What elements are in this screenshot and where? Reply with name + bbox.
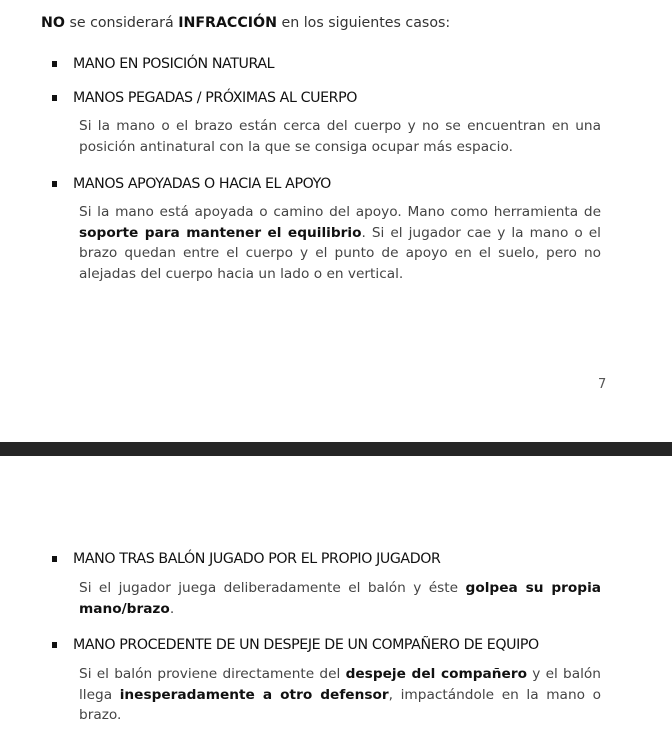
- paragraph-text: y el balón llega: [79, 666, 601, 703]
- heading-text: MANO TRAS BALÓN JUGADO POR EL PROPIO JUGADOR: [73, 551, 441, 567]
- paragraph-bold: soporte para mantener el equilibrio: [79, 224, 362, 241]
- bullet-icon: [52, 181, 57, 187]
- intro-sentence: [41, 13, 450, 33]
- paragraph-text: .: [169, 600, 175, 617]
- page-separator: [0, 442, 672, 456]
- paragraph-text: Si la mano está apoyada o camino del apoyo. Mano como herramienta de: [79, 204, 601, 220]
- paragraph-text: Si el jugador juega deliberadamente el balón y éste: [79, 580, 466, 596]
- heading-text: MANOS PEGADAS / PRÓXIMAS AL CUERPO: [73, 90, 358, 106]
- page-number: 7: [598, 377, 607, 392]
- paragraph: [79, 202, 601, 285]
- intro-text-2: en los siguientes casos:: [276, 15, 451, 31]
- bullet-icon: [52, 642, 57, 648]
- heading-text: MANO EN POSICIÓN NATURAL: [73, 56, 275, 72]
- bullet-icon: [52, 61, 57, 67]
- heading-text: MANOS APOYADAS O HACIA EL APOYO: [73, 176, 331, 192]
- paragraph-text: . Si el jugador cae y la mano o el brazo quedan entre el cuerpo y el punto de apoyo en el suelo, pero no alejadas del cuerpo hacia un lado o en vertical.: [79, 224, 601, 283]
- intro-infraccion: INFRACCIÓN: [178, 15, 277, 31]
- intro-text-1: se considerará: [64, 15, 179, 31]
- paragraph: Si la mano o el brazo están cerca del cuerpo y no se encuentran en una posición antinatural con la que se consiga ocupar más espacio.: [79, 118, 601, 155]
- paragraph: [79, 578, 601, 619]
- paragraph: [79, 664, 601, 726]
- heading-text: MANO PROCEDENTE DE UN DESPEJE DE UN COMPAÑERO DE EQUIPO: [73, 637, 539, 653]
- document-page-8: [0, 456, 672, 736]
- intro-no: NO: [41, 15, 65, 31]
- paragraph-bold: despeje del compañero: [345, 666, 527, 682]
- paragraph-text: Si el balón proviene directamente del: [79, 666, 346, 682]
- paragraph-text: , impactándole en la mano o brazo.: [79, 686, 601, 724]
- paragraph-bold: inesperadamente a otro defensor: [119, 686, 389, 703]
- paragraph-bold: golpea su propia mano/brazo: [79, 580, 601, 617]
- bullet-icon: [52, 556, 57, 562]
- bullet-icon: [52, 95, 57, 101]
